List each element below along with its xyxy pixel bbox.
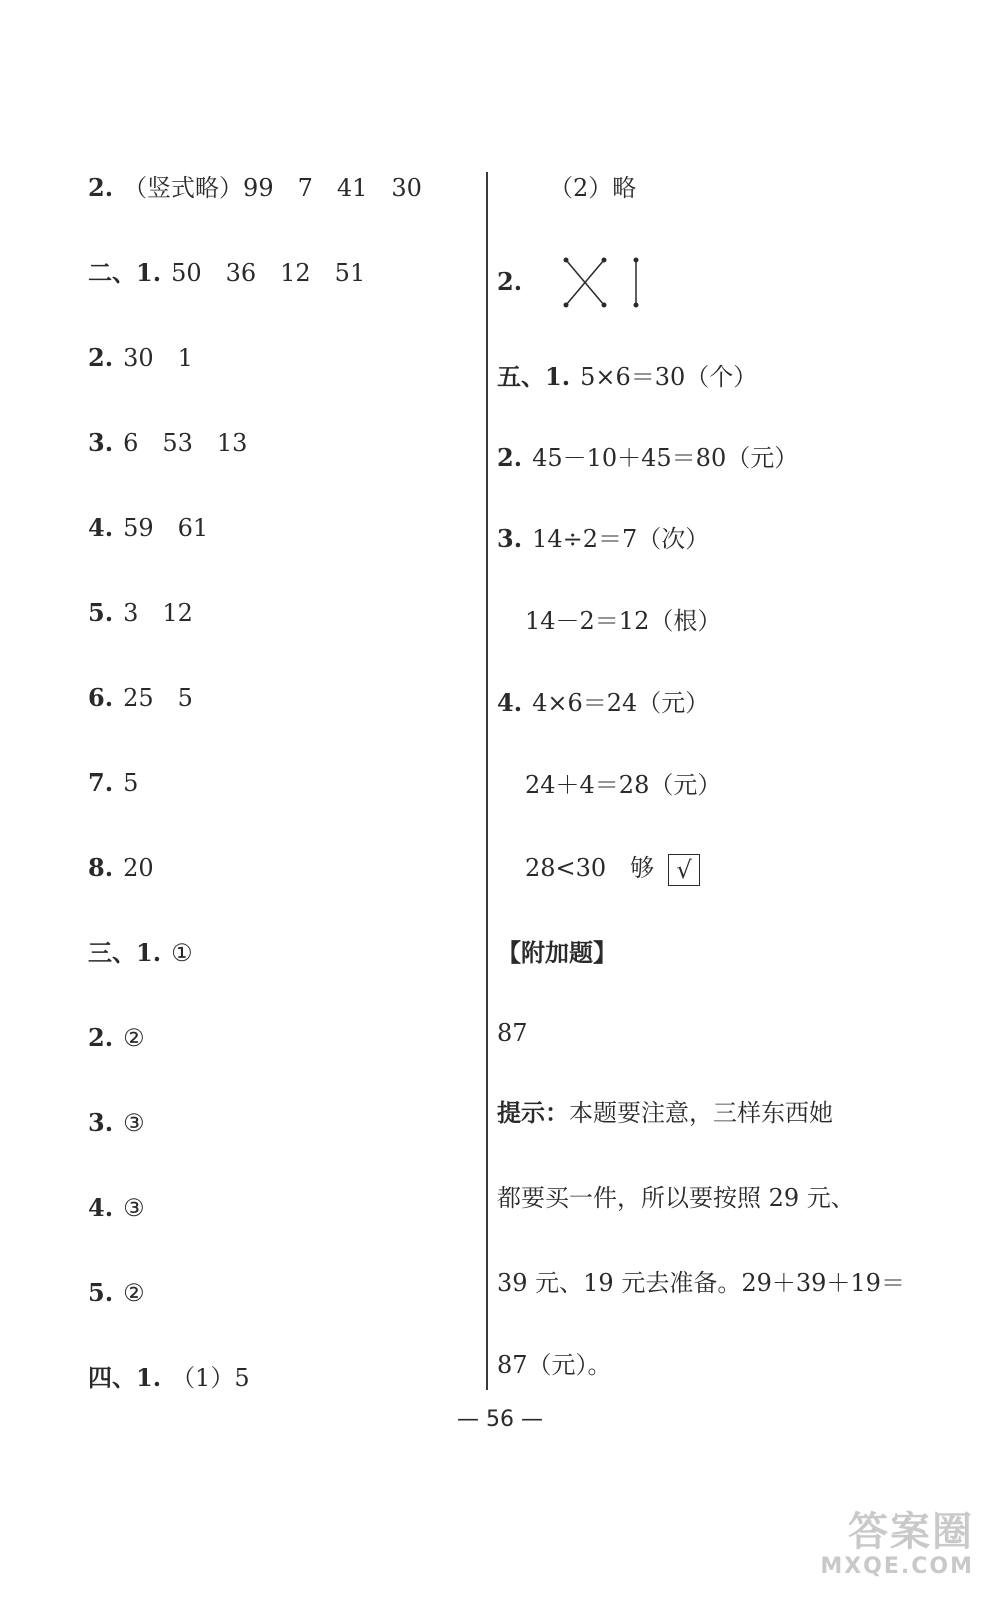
item-number: 3.	[497, 524, 523, 553]
item-number: 7.	[88, 768, 114, 797]
answer-text: 24＋4＝28（元）	[525, 771, 722, 799]
hint-line	[497, 1350, 612, 1380]
answer-text: 3 12	[123, 599, 193, 627]
answer-text: （2）略	[549, 174, 637, 202]
item-number: 4.	[497, 688, 523, 717]
item-number: 2.	[88, 173, 114, 202]
answer-line	[88, 1193, 145, 1223]
item-number: 8.	[88, 853, 114, 882]
answer-line	[497, 255, 650, 311]
item-number: 3.	[88, 428, 114, 457]
answer-line	[88, 513, 208, 543]
item-number: 五、1.	[497, 362, 571, 391]
item-number: 4.	[88, 1193, 114, 1222]
watermark-url: MXQE.COM	[820, 1554, 974, 1579]
answer-text: 25 5	[123, 684, 193, 712]
answer-text: ③	[123, 1194, 145, 1222]
hint-text: 都要买一件，所以要按照 29 元、	[497, 1184, 855, 1212]
hint-line	[497, 1183, 855, 1213]
answer-line	[549, 173, 636, 203]
hint-label: 提示：	[497, 1098, 569, 1127]
item-number: 2.	[88, 343, 114, 372]
answer-line	[88, 1278, 145, 1308]
answer-text: 14÷2＝7（次）	[532, 525, 710, 553]
answer-line	[88, 173, 422, 203]
matching-lines-figure	[560, 255, 650, 311]
answer-text: 30 1	[123, 344, 193, 372]
answer-text: （1）5	[171, 1364, 250, 1392]
answer-text: （竖式略）99 7 41 30	[123, 174, 422, 202]
answer-line	[497, 1018, 528, 1048]
answer-line	[497, 524, 709, 554]
answer-text: 28<30 够	[525, 854, 655, 882]
item-number: 2.	[88, 1023, 114, 1052]
item-number: 3.	[88, 1108, 114, 1137]
heading-text: 【附加题】	[497, 938, 617, 967]
answer-line	[88, 853, 154, 883]
hint-text: 本题要注意，三样东西她	[569, 1099, 833, 1127]
answer-line	[88, 683, 193, 713]
item-number: 5.	[88, 1278, 114, 1307]
check-mark-box: √	[668, 854, 700, 886]
answer-text: 87	[497, 1019, 528, 1047]
answer-text: 14－2＝12（根）	[525, 607, 722, 635]
answer-text: ②	[123, 1279, 145, 1307]
answer-text: ②	[123, 1024, 145, 1052]
hint-text: 87（元）。	[497, 1351, 612, 1379]
answer-line	[88, 1363, 250, 1393]
column-divider	[486, 172, 488, 1390]
item-number: 三、1.	[88, 938, 162, 967]
answer-text: 5	[123, 769, 139, 797]
item-number: 2.	[497, 266, 523, 296]
item-number: 4.	[88, 513, 114, 542]
item-number: 四、1.	[88, 1363, 162, 1392]
hint-line	[497, 1098, 833, 1128]
answer-line	[88, 1108, 145, 1138]
answer-text: 5×6＝30（个）	[580, 363, 758, 391]
watermark-logo	[794, 1510, 974, 1590]
page-number: — 56 —	[457, 1407, 543, 1432]
answer-line	[88, 258, 365, 288]
answer-text: 59 61	[123, 514, 209, 542]
answer-line	[525, 606, 721, 636]
answer-text: 6 53 13	[123, 429, 248, 457]
watermark-title: 答案圈	[848, 1509, 974, 1555]
answer-line	[88, 938, 193, 968]
hint-text: 39 元、19 元去准备。29＋39＋19＝	[497, 1269, 905, 1297]
answer-line	[88, 768, 138, 798]
answer-text: ③	[123, 1109, 145, 1137]
item-number: 二、1.	[88, 258, 162, 287]
answer-line	[525, 770, 721, 800]
answer-line	[88, 343, 193, 373]
item-number: 5.	[88, 598, 114, 627]
answer-line	[88, 598, 193, 628]
answer-line	[497, 443, 798, 473]
answer-line	[88, 1023, 145, 1053]
item-number: 2.	[497, 443, 523, 472]
answer-text: ①	[171, 939, 193, 967]
hint-line	[497, 1268, 905, 1298]
answer-text: 50 36 12 51	[171, 259, 366, 287]
answer-text: 20	[123, 854, 154, 882]
answer-line	[497, 362, 757, 392]
answer-line	[497, 688, 709, 718]
answer-line	[88, 428, 247, 458]
answer-text: 4×6＝24（元）	[532, 689, 710, 717]
item-number: 6.	[88, 683, 114, 712]
answer-text: 45－10＋45＝80（元）	[532, 444, 799, 472]
answer-line	[525, 853, 700, 886]
section-heading	[497, 938, 617, 968]
